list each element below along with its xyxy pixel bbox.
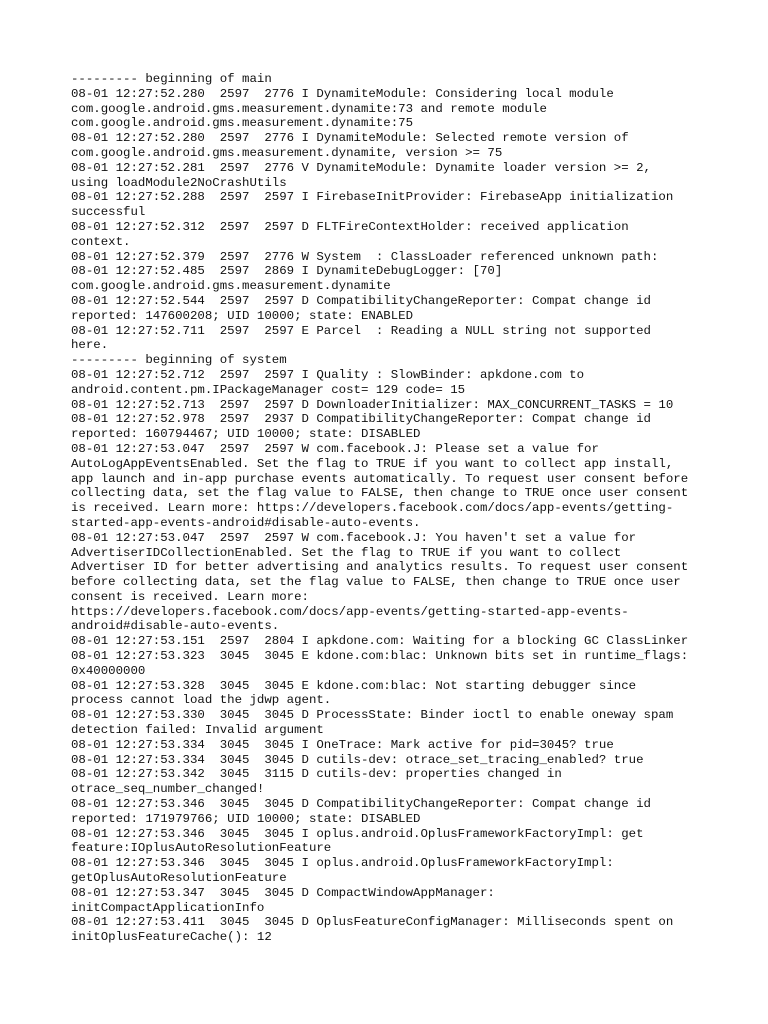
log-line: process cannot load the jdwp agent.: [71, 693, 332, 708]
log-line: 08-01 12:27:53.347 3045 3045 D CompactWindowAppManager:: [71, 885, 495, 900]
log-line: 0x40000000: [71, 663, 146, 678]
log-line: detection failed: Invalid argument: [71, 723, 324, 738]
log-document: [71, 72, 711, 945]
log-line: initOplusFeatureCache(): 12: [71, 930, 272, 945]
log-line: 08-01 12:27:53.346 3045 3045 I oplus.android.OplusFrameworkFactoryImpl: get: [71, 826, 644, 841]
log-line: 08-01 12:27:52.280 2597 2776 I DynamiteModule: Selected remote version of: [71, 131, 629, 146]
log-line: before collecting data, set the flag value to FALSE, then change to TRUE once user: [71, 575, 681, 590]
log-line: reported: 171979766; UID 10000; state: DISABLED: [71, 811, 421, 826]
log-line: https://developers.facebook.com/docs/app-events/getting-started-app-events-: [71, 604, 629, 619]
log-line: 08-01 12:27:53.411 3045 3045 D OplusFeatureConfigManager: Milliseconds spent on: [71, 915, 674, 930]
log-line: 08-01 12:27:53.328 3045 3045 E kdone.com:blac: Not starting debugger since: [71, 678, 637, 693]
log-line: 08-01 12:27:52.280 2597 2776 I DynamiteModule: Considering local module: [71, 86, 614, 101]
log-line: 08-01 12:27:53.334 3045 3045 I OneTrace: Mark active for pid=3045? true: [71, 737, 614, 752]
log-line: 08-01 12:27:53.346 3045 3045 D CompatibilityChangeReporter: Compat change id: [71, 797, 651, 812]
log-line: --------- beginning of system: [71, 353, 287, 368]
log-line: com.google.android.gms.measurement.dynamite: [71, 279, 391, 294]
log-line: com.google.android.gms.measurement.dynamite:75: [71, 116, 414, 131]
log-line: 08-01 12:27:52.312 2597 2597 D FLTFireContextHolder: received application: [71, 219, 629, 234]
log-line: 08-01 12:27:52.281 2597 2776 V DynamiteModule: Dynamite loader version >= 2,: [71, 160, 651, 175]
log-line: is received. Learn more: https://developers.facebook.com/docs/app-events/getting-: [71, 501, 674, 516]
log-line: app launch and in-app purchase events automatically. To request user consent before: [71, 471, 689, 486]
log-line: 08-01 12:27:52.379 2597 2776 W System : ClassLoader referenced unknown path:: [71, 249, 659, 264]
log-line: using loadModule2NoCrashUtils: [71, 175, 287, 190]
log-line: here.: [71, 338, 109, 353]
log-line: --------- beginning of main: [71, 72, 272, 86]
log-line: feature:IOplusAutoResolutionFeature: [71, 841, 332, 856]
log-line: 08-01 12:27:53.047 2597 2597 W com.facebook.J: You haven't set a value for: [71, 530, 637, 545]
log-line: started-app-events-android#disable-auto-events.: [71, 515, 421, 530]
log-line: android.content.pm.IPackageManager cost= 129 code= 15: [71, 382, 466, 397]
log-line: 08-01 12:27:52.711 2597 2597 E Parcel : Reading a NULL string not supported: [71, 323, 651, 338]
log-line: 08-01 12:27:52.713 2597 2597 D DownloaderInitializer: MAX_CONCURRENT_TASKS = 10: [71, 397, 674, 412]
log-line: consent is received. Learn more:: [71, 589, 309, 604]
log-line: AdvertiserIDCollectionEnabled. Set the flag to TRUE if you want to collect: [71, 545, 622, 560]
log-line: Advertiser ID for better advertising and analytics results. To request user consent: [71, 560, 689, 575]
log-line: com.google.android.gms.measurement.dynamite, version >= 75: [71, 145, 503, 160]
log-line: 08-01 12:27:53.330 3045 3045 D ProcessState: Binder ioctl to enable oneway spam: [71, 708, 674, 723]
log-line: com.google.android.gms.measurement.dynamite:73 and remote module: [71, 101, 547, 116]
log-line: 08-01 12:27:53.151 2597 2804 I apkdone.com: Waiting for a blocking GC ClassLinker: [71, 634, 689, 649]
log-line: 08-01 12:27:52.712 2597 2597 I Quality : SlowBinder: apkdone.com to: [71, 367, 585, 382]
log-line: context.: [71, 234, 131, 249]
log-line: AutoLogAppEventsEnabled. Set the flag to TRUE if you want to collect app install,: [71, 456, 674, 471]
log-line: 08-01 12:27:52.544 2597 2597 D CompatibilityChangeReporter: Compat change id: [71, 293, 651, 308]
log-line: 08-01 12:27:53.346 3045 3045 I oplus.android.OplusFrameworkFactoryImpl:: [71, 856, 614, 871]
log-line: initCompactApplicationInfo: [71, 900, 265, 915]
log-line: successful: [71, 205, 146, 220]
log-line: 08-01 12:27:53.334 3045 3045 D cutils-dev: otrace_set_tracing_enabled? true: [71, 752, 644, 767]
log-line: collecting data, set the flag value to FALSE, then change to TRUE once user consent: [71, 486, 689, 501]
log-line: android#disable-auto-events.: [71, 619, 280, 634]
log-line: otrace_seq_number_changed!: [71, 782, 265, 797]
log-line: 08-01 12:27:53.342 3045 3115 D cutils-dev: properties changed in: [71, 767, 562, 782]
log-line: 08-01 12:27:53.047 2597 2597 W com.facebook.J: Please set a value for: [71, 441, 599, 456]
log-line: 08-01 12:27:53.323 3045 3045 E kdone.com:blac: Unknown bits set in runtime_flags:: [71, 649, 689, 664]
log-line: reported: 160794467; UID 10000; state: DISABLED: [71, 427, 421, 442]
log-line: 08-01 12:27:52.288 2597 2597 I FirebaseInitProvider: FirebaseApp initialization: [71, 190, 674, 205]
log-line: reported: 147600208; UID 10000; state: ENABLED: [71, 308, 414, 323]
log-line: 08-01 12:27:52.978 2597 2937 D CompatibilityChangeReporter: Compat change id: [71, 412, 651, 427]
log-line: 08-01 12:27:52.485 2597 2869 I DynamiteDebugLogger: [70]: [71, 264, 503, 279]
log-line: getOplusAutoResolutionFeature: [71, 871, 287, 886]
